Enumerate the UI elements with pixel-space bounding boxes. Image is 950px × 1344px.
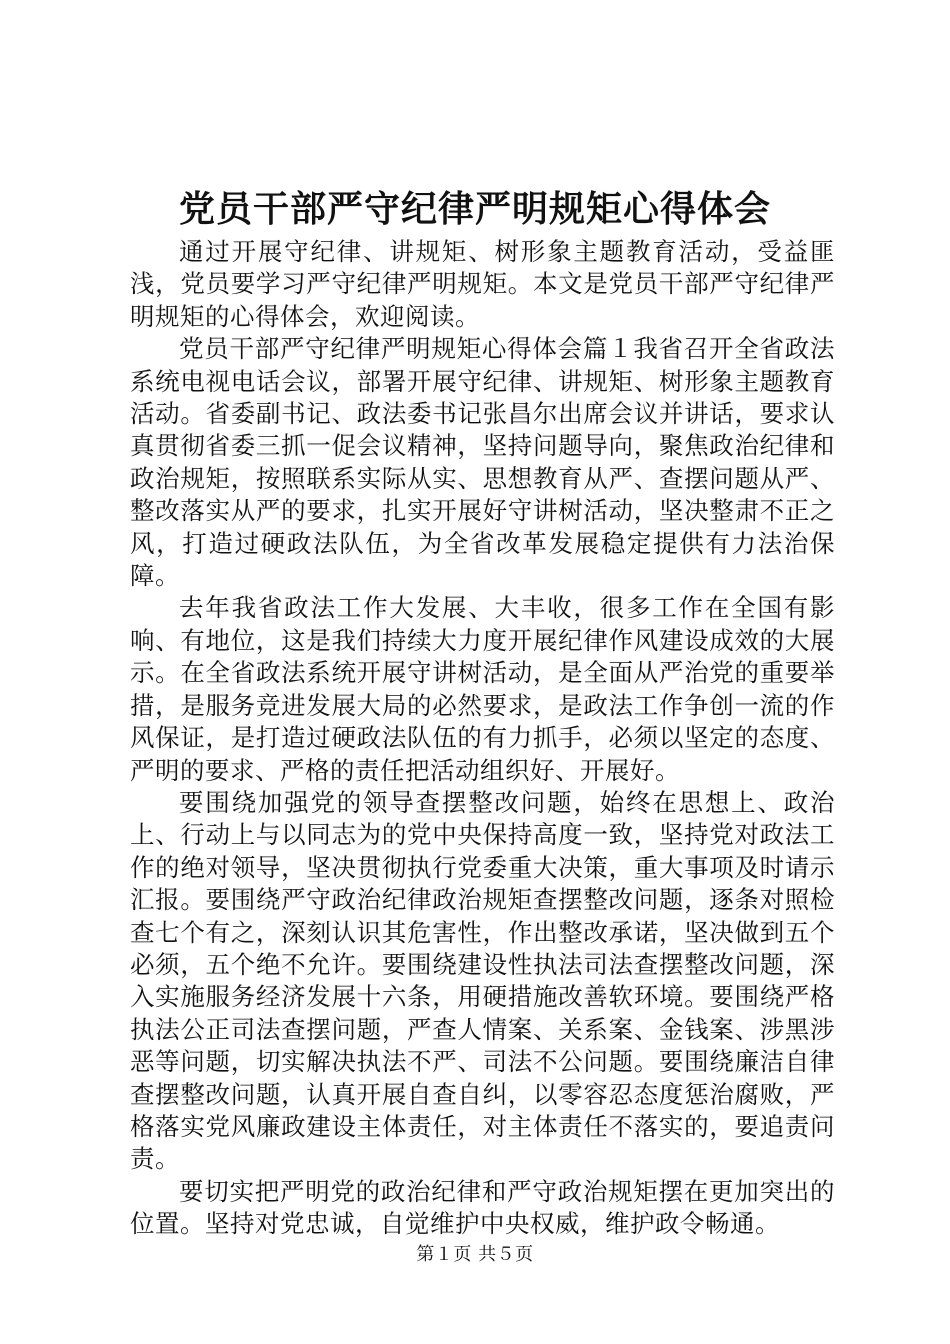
page-number-footer: 第１页 共５页 [416,1244,534,1265]
document-title: 党员干部严守纪律严明规矩心得体会 [178,188,771,230]
document-body [130,236,835,1241]
paragraph-4: 要切实把严明党的政治纪律和严守政治规矩摆在更加突出的位置。坚持对党忠诚，自觉维护中央权威，维护政令畅通。 [130,1176,835,1239]
paragraph-3: 要围绕加强党的领导查摆整改问题，始终在思想上、政治上、行动上与以同志为的党中央保持高度一致，坚持党对政法工作的绝对领导，坚决贯彻执行党委重大决策，重大事项及时请示汇报。要围绕严守政治纪律政治规矩查摆整改问题，逐条对照检查七个有之，深刻认识其危害性，作出整改承诺，坚决做到五个必须，五个绝不允许。要围绕建设性执法司法查摆整改问题，深入实施服务经济发展十六条，用硬措施改善软环境。要围绕严格执法公正司法查摆问题，严查人情案、关系案、金钱案、涉黑涉恶等问题，切实解决执法不严、司法不公问题。要围绕廉洁自律查摆整改问题，认真开展自查自纠，以零容忍态度惩治腐败，严格落实党风廉政建设主体责任，对主体责任不落实的，要追责问责。 [130,787,835,1174]
paragraph-1: 党员干部严守纪律严明规矩心得体会篇１我省召开全省政法系统电视电话会议，部署开展守纪律、讲规矩、树形象主题教育活动。省委副书记、政法委书记张昌尔出席会议并讲话，要求认真贯彻省委三抓一促会议精神，坚持问题导向，聚焦政治纪律和政治规矩，按照联系实际从实、思想教育从严、查摆问题从严、整改落实从严的要求，扎实开展好守讲树活动，坚决整肃不正之风，打造过硬政法队伍，为全省改革发展稳定提供有力法治保障。 [130,334,835,591]
paragraph-intro: 通过开展守纪律、讲规矩、树形象主题教育活动，受益匪浅，党员要学习严守纪律严明规矩。本文是党员干部严守纪律严明规矩的心得体会，欢迎阅读。 [130,237,835,331]
paragraph-2: 去年我省政法工作大发展、大丰收，很多工作在全国有影响、有地位，这是我们持续大力度开展纪律作风建设成效的大展示。在全省政法系统开展守讲树活动，是全面从严治党的重要举措，是服务竞进发展大局的必然要求，是政法工作争创一流的作风保证，是打造过硬政法队伍的有力抓手，必须以坚定的态度、严明的要求、严格的责任把活动组织好、开展好。 [130,593,835,785]
